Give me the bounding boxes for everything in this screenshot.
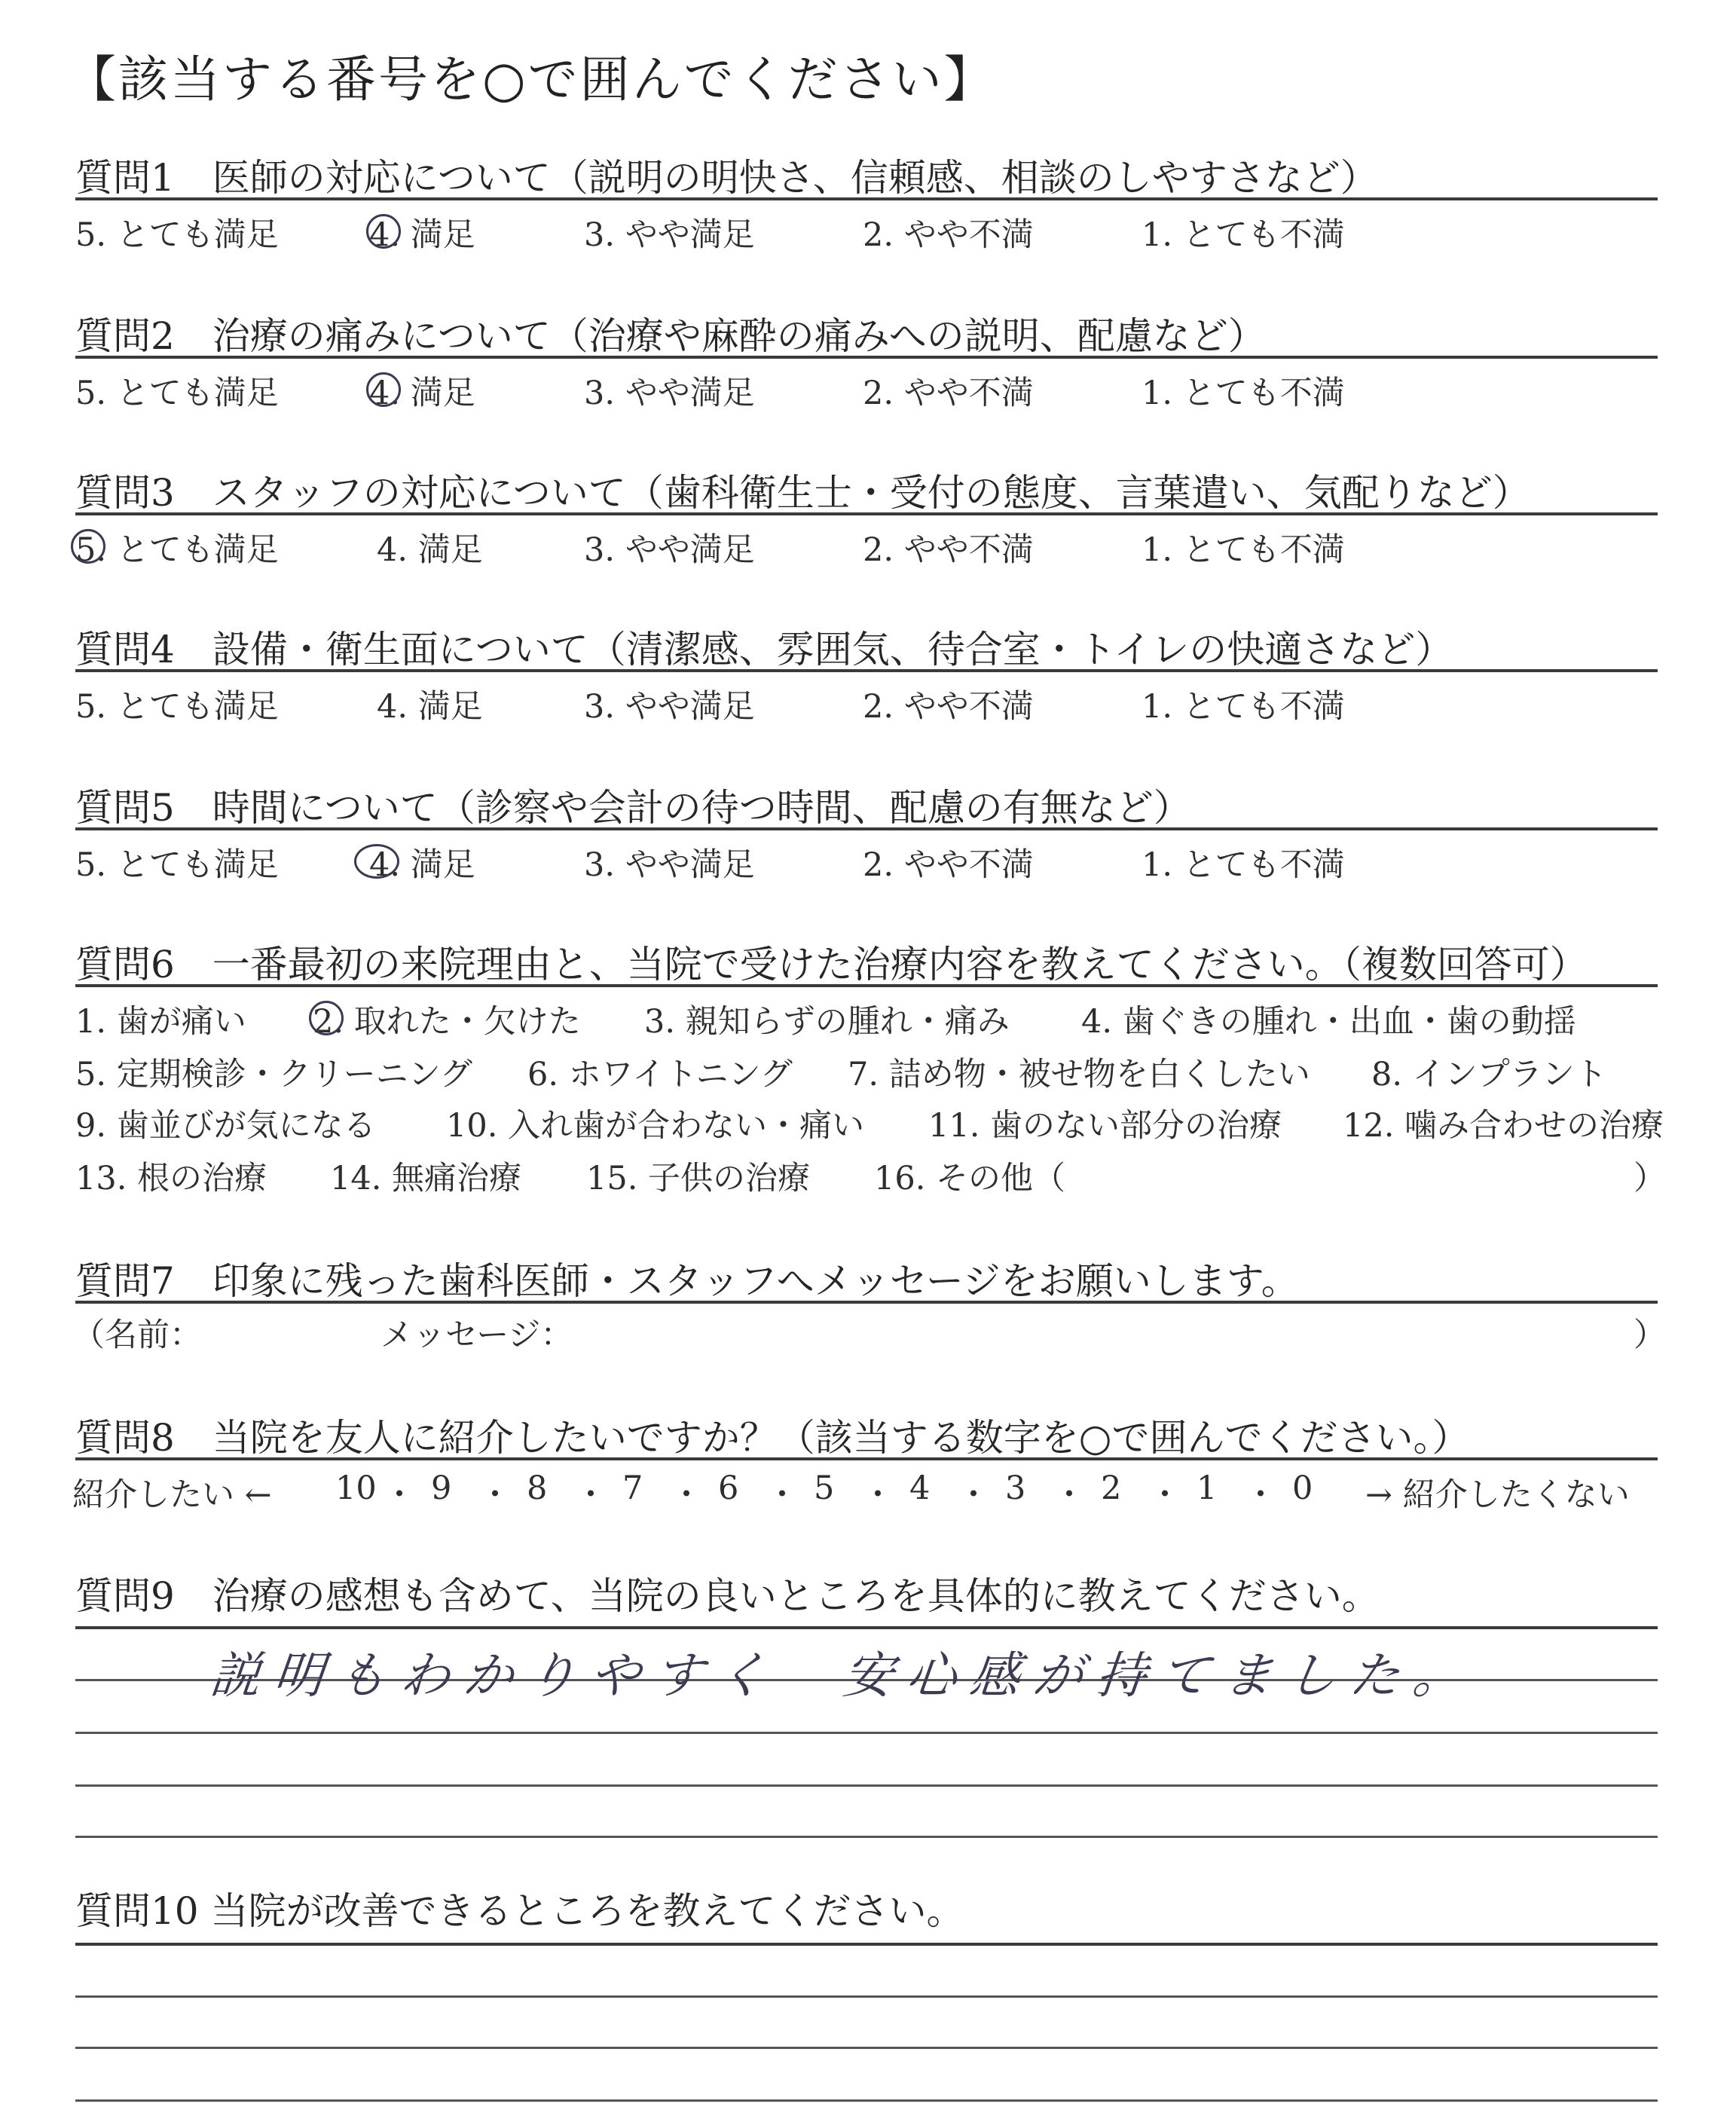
q10-title: 質問10 当院が改善できるところを教えてください。 — [75, 1889, 964, 1933]
q6-rule — [75, 984, 1658, 987]
q8-scale-separator: ・ — [670, 1476, 703, 1514]
q4-option-3[interactable]: 3. やや満足 — [584, 688, 755, 726]
q7-message-label: メッセージ： — [381, 1316, 573, 1354]
q6-option-11[interactable]: 11. 歯のない部分の治療 — [928, 1107, 1282, 1145]
q6-option-8[interactable]: 8. インプラント — [1371, 1056, 1607, 1093]
q1-option-3[interactable]: 3. やや満足 — [584, 216, 755, 254]
q5-rule — [75, 827, 1658, 830]
q8-scale-value-2[interactable]: 2 — [1101, 1469, 1122, 1507]
q8-scale-value-7[interactable]: 7 — [622, 1469, 643, 1507]
q9-title: 質問9 治療の感想も含めて、当院の良いところを具体的に教えてください。 — [75, 1574, 1380, 1618]
q6-option-5[interactable]: 5. 定期検診・クリーニング — [75, 1056, 472, 1093]
q6-option-9[interactable]: 9. 歯並びが気になる — [75, 1107, 376, 1145]
q4-rule — [75, 669, 1658, 672]
q8-scale-value-4[interactable]: 4 — [909, 1469, 931, 1507]
q6-option-16[interactable]: 16. その他（ — [874, 1160, 1066, 1197]
q3-option-5[interactable]: 5. とても満足 — [75, 531, 279, 569]
form-header: 【該当する番号を○で囲んでください】 — [66, 50, 996, 109]
q6-option-1[interactable]: 1. 歯が痛い — [75, 1003, 246, 1041]
q8-scale-separator: ・ — [574, 1476, 607, 1514]
q10-line-2 — [75, 2047, 1658, 2049]
q8-scale-separator: ・ — [383, 1476, 416, 1514]
q6-option-10[interactable]: 10. 入れ歯が合わない・痛い — [446, 1107, 865, 1145]
q3-rule — [75, 512, 1658, 515]
q3-option-1[interactable]: 1. とても不満 — [1142, 531, 1345, 569]
q2-rule — [75, 356, 1658, 359]
q3-option-4[interactable]: 4. 満足 — [377, 531, 483, 569]
q8-scale-separator: ・ — [957, 1476, 990, 1514]
q8-left-label: 紹介したい ← — [72, 1476, 272, 1514]
q5-option-3[interactable]: 3. やや満足 — [584, 846, 755, 884]
q8-rule — [75, 1457, 1658, 1460]
q6-option-13[interactable]: 13. 根の治療 — [75, 1160, 267, 1197]
q6-option-12[interactable]: 12. 噛み合わせの治療 — [1343, 1107, 1664, 1145]
q9-line-3 — [75, 1784, 1658, 1787]
q7-title: 質問7 印象に残った歯科医師・スタッフへメッセージをお願いします。 — [75, 1259, 1299, 1303]
q2-selection-circle — [366, 372, 401, 407]
q3-option-2[interactable]: 2. やや不満 — [863, 531, 1034, 569]
q2-title: 質問2 治療の痛みについて（治療や麻酔の痛みへの説明、配慮など） — [75, 314, 1266, 358]
q9-line-4 — [75, 1836, 1658, 1838]
q8-right-label: → 紹介したくない — [1365, 1476, 1630, 1514]
q1-title: 質問1 医師の対応について（説明の明快さ、信頼感、相談のしやすさなど） — [75, 156, 1378, 200]
q6-option-4[interactable]: 4. 歯ぐきの腫れ・出血・歯の動揺 — [1081, 1003, 1576, 1041]
q2-option-5[interactable]: 5. とても満足 — [75, 375, 279, 412]
q2-option-4[interactable]: 4. 満足 — [369, 375, 475, 412]
q8-scale-separator: ・ — [1053, 1476, 1086, 1514]
q8-scale-value-8[interactable]: 8 — [527, 1469, 548, 1507]
q6-option-6[interactable]: 6. ホワイトニング — [527, 1056, 793, 1093]
q1-option-1[interactable]: 1. とても不満 — [1142, 216, 1345, 254]
q5-title: 質問5 時間について（診察や会計の待つ時間、配慮の有無など） — [75, 786, 1191, 830]
q2-option-1[interactable]: 1. とても不満 — [1142, 375, 1345, 412]
q10-line-3 — [75, 2099, 1658, 2102]
q4-option-5[interactable]: 5. とても満足 — [75, 688, 279, 726]
q8-scale-value-1[interactable]: 1 — [1197, 1469, 1218, 1507]
q8-scale-separator: ・ — [1244, 1476, 1277, 1514]
q9-handwritten-answer: 説明もわかりやすく 安心感が持てました。 — [207, 1647, 1480, 1705]
q1-option-5[interactable]: 5. とても満足 — [75, 216, 279, 254]
q4-title: 質問4 設備・衛生面について（清潔感、雰囲気、待合室・トイレの快適さなど） — [75, 628, 1453, 671]
q7-close: ） — [1634, 1316, 1666, 1354]
q6-option-3[interactable]: 3. 親知らずの腫れ・痛み — [644, 1003, 1010, 1041]
q8-scale-value-6[interactable]: 6 — [718, 1469, 739, 1507]
q8-title: 質問8 当院を友人に紹介したいですか？（該当する数字を○で囲んでください。） — [75, 1416, 1470, 1460]
q9-line-2 — [75, 1732, 1658, 1734]
q8-scale-separator: ・ — [1148, 1476, 1181, 1514]
q7-name-label: （名前： — [72, 1316, 202, 1354]
q8-scale-separator: ・ — [478, 1476, 512, 1514]
q1-selection-circle — [366, 214, 401, 249]
q8-scale-separator: ・ — [861, 1476, 894, 1514]
q6-selection-circle — [309, 1001, 344, 1035]
q8-scale-value-9[interactable]: 9 — [431, 1469, 452, 1507]
q6-option-15[interactable]: 15. 子供の治療 — [586, 1160, 811, 1197]
q8-scale-value-0[interactable]: 0 — [1292, 1469, 1313, 1507]
q6-other-close: ） — [1634, 1160, 1666, 1197]
q2-option-2[interactable]: 2. やや不満 — [863, 375, 1034, 412]
q9-rule-1 — [75, 1626, 1658, 1629]
q2-option-3[interactable]: 3. やや満足 — [584, 375, 755, 412]
q5-option-5[interactable]: 5. とても満足 — [75, 846, 279, 884]
q8-scale-value-3[interactable]: 3 — [1005, 1469, 1026, 1507]
q5-option-1[interactable]: 1. とても不満 — [1142, 846, 1345, 884]
q4-option-2[interactable]: 2. やや不満 — [863, 688, 1034, 726]
q7-rule — [75, 1301, 1658, 1304]
q8-scale-separator: ・ — [766, 1476, 799, 1514]
q6-title: 質問6 一番最初の来院理由と、当院で受けた治療内容を教えてください。（複数回答可） — [75, 943, 1588, 986]
q8-scale-value-5[interactable]: 5 — [814, 1469, 835, 1507]
q5-option-2[interactable]: 2. やや不満 — [863, 846, 1034, 884]
q5-selection-circle — [354, 844, 399, 879]
q6-option-2[interactable]: 2. 取れた・欠けた — [313, 1003, 581, 1041]
q6-option-14[interactable]: 14. 無痛治療 — [330, 1160, 522, 1197]
q3-option-3[interactable]: 3. やや満足 — [584, 531, 755, 569]
q10-line-1 — [75, 1995, 1658, 1998]
q3-selection-circle — [71, 529, 105, 564]
q3-title: 質問3 スタッフの対応について（歯科衛生士・受付の態度、言葉遣い、気配りなど） — [75, 471, 1530, 515]
q1-option-4[interactable]: 4. 満足 — [369, 216, 475, 254]
q4-option-4[interactable]: 4. 満足 — [377, 688, 483, 726]
q5-option-4[interactable]: 4. 満足 — [369, 846, 475, 884]
q1-rule — [75, 197, 1658, 200]
q8-scale-value-10[interactable]: 10 — [335, 1469, 377, 1507]
q1-option-2[interactable]: 2. やや不満 — [863, 216, 1034, 254]
q10-rule-1 — [75, 1943, 1658, 1946]
q6-option-7[interactable]: 7. 詰め物・被せ物を白くしたい — [848, 1056, 1310, 1093]
q4-option-1[interactable]: 1. とても不満 — [1142, 688, 1345, 726]
